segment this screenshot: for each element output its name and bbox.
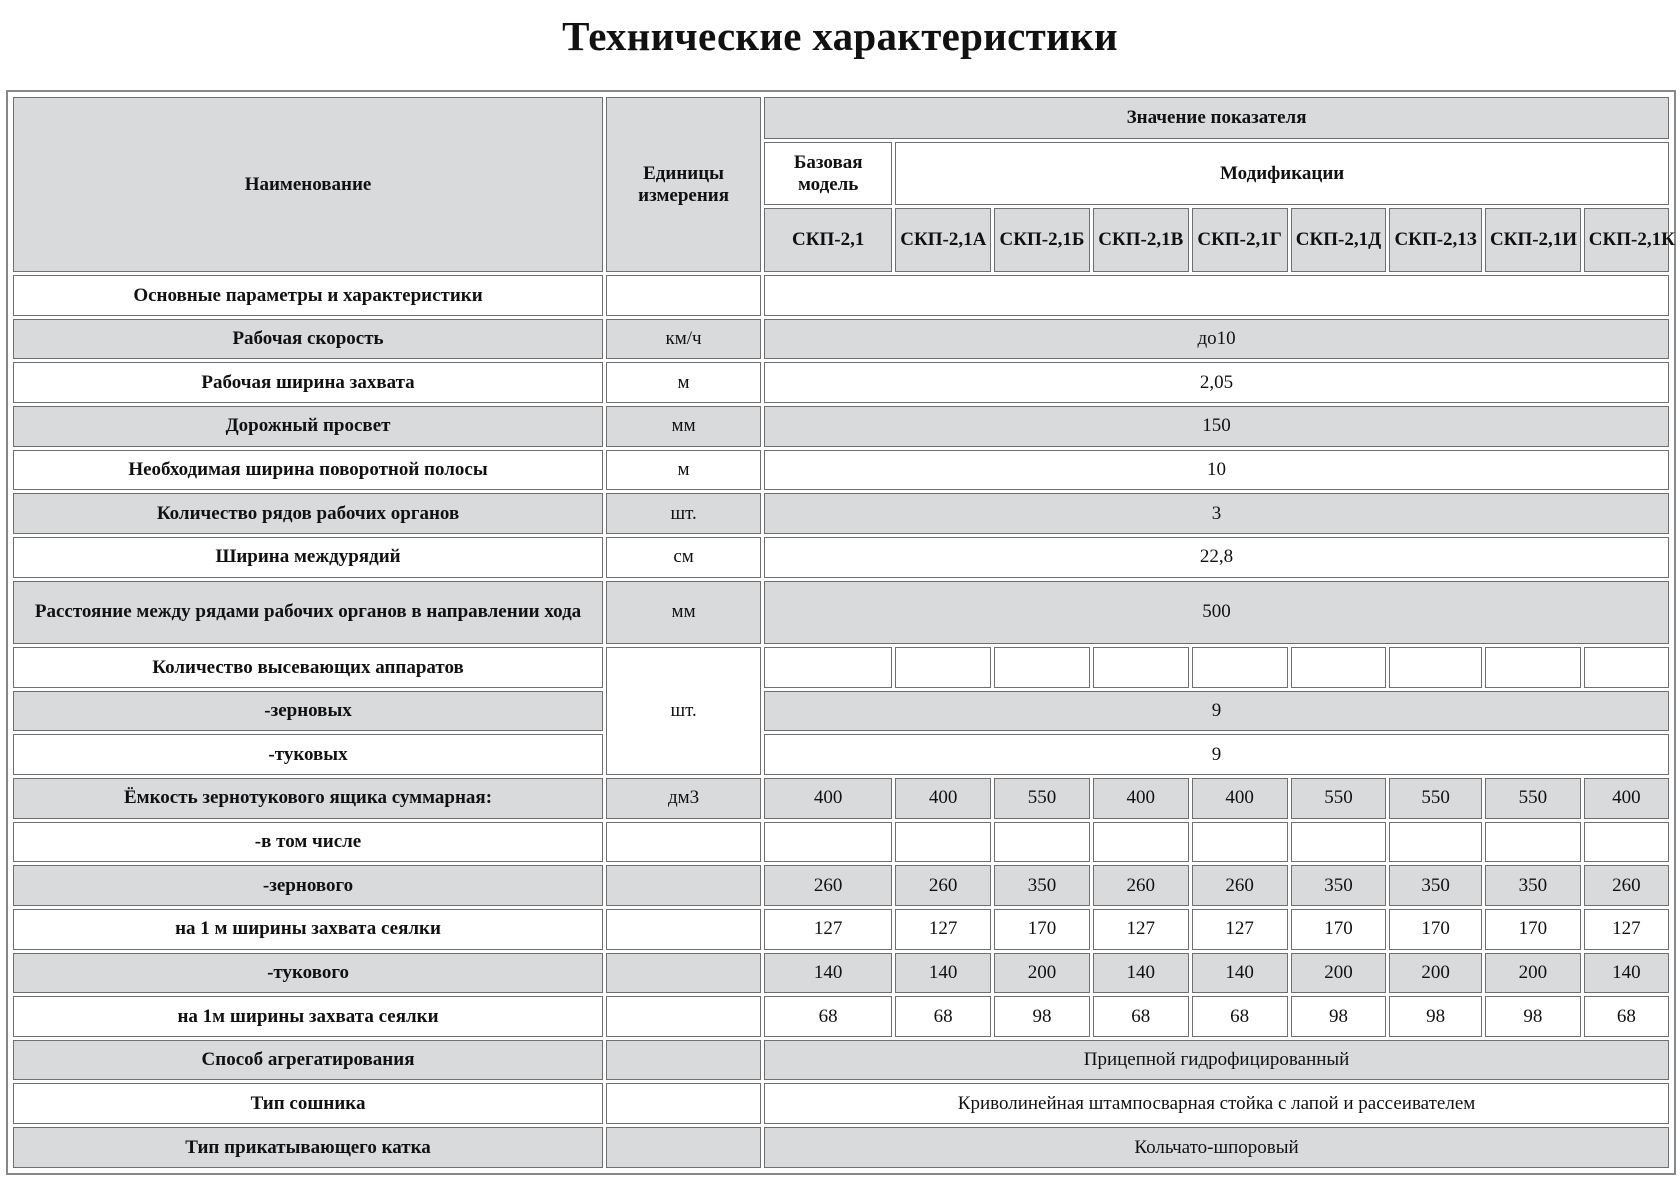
row-value: 140 <box>764 953 892 994</box>
table-row <box>13 406 1669 447</box>
table-row <box>13 537 1669 578</box>
row-value <box>1584 647 1669 688</box>
row-value: 170 <box>1291 909 1387 950</box>
row-value: 200 <box>994 953 1090 994</box>
row-value <box>895 647 991 688</box>
row-value: 550 <box>1389 778 1482 819</box>
table-row <box>13 996 1669 1037</box>
row-value: 170 <box>994 909 1090 950</box>
row-value: 400 <box>1192 778 1288 819</box>
header-units: Единицы измерения <box>606 97 761 272</box>
row-name: Количество рядов рабочих органов <box>13 493 603 534</box>
page-title: Технические характеристики <box>562 13 1118 59</box>
row-value-merged: Криволинейная штампосварная стойка с лапой и рассеивателем <box>764 1083 1669 1124</box>
row-value: 98 <box>1389 996 1482 1037</box>
row-value <box>1584 822 1669 863</box>
row-value-merged: Кольчато-шпоровый <box>764 1127 1669 1168</box>
row-value: 400 <box>1093 778 1189 819</box>
row-unit: шт. <box>606 493 761 534</box>
row-value: 170 <box>1485 909 1581 950</box>
row-value: 98 <box>994 996 1090 1037</box>
table-row <box>13 953 1669 994</box>
row-value: 98 <box>1485 996 1581 1037</box>
row-value: 550 <box>1291 778 1387 819</box>
row-value: 200 <box>1485 953 1581 994</box>
row-value: 350 <box>994 865 1090 906</box>
row-value: 200 <box>1291 953 1387 994</box>
row-value-merged: 10 <box>764 450 1669 491</box>
header-name: Наименование <box>13 97 603 272</box>
row-unit <box>606 909 761 950</box>
row-value <box>1093 647 1189 688</box>
row-name: на 1 м ширины захвата сеялки <box>13 909 603 950</box>
row-value: 127 <box>1192 909 1288 950</box>
header-base-model: Базовая модель <box>764 142 892 206</box>
row-name: -зерновых <box>13 691 603 732</box>
row-value: 127 <box>1584 909 1669 950</box>
row-value: 68 <box>1584 996 1669 1037</box>
row-unit: м <box>606 362 761 403</box>
header-model: СКП-2,1Д <box>1291 208 1387 272</box>
table-row <box>13 1127 1669 1168</box>
row-value <box>1389 822 1482 863</box>
row-name: Количество высевающих аппаратов <box>13 647 603 688</box>
row-unit: см <box>606 537 761 578</box>
row-unit <box>606 1127 761 1168</box>
row-value <box>1192 647 1288 688</box>
row-value <box>1093 822 1189 863</box>
row-value: 68 <box>1093 996 1189 1037</box>
row-value: 550 <box>994 778 1090 819</box>
row-name: Рабочая скорость <box>13 319 603 360</box>
row-unit <box>606 1083 761 1124</box>
row-name: Основные параметры и характеристики <box>13 275 603 316</box>
row-value: 350 <box>1485 865 1581 906</box>
row-value: 68 <box>895 996 991 1037</box>
row-value: 68 <box>764 996 892 1037</box>
row-name: Тип прикатывающего катка <box>13 1127 603 1168</box>
row-value-merged: 3 <box>764 493 1669 534</box>
row-unit <box>606 822 761 863</box>
header-model: СКП-2,1В <box>1093 208 1189 272</box>
row-unit <box>606 996 761 1037</box>
table-row <box>13 493 1669 534</box>
row-value <box>1192 822 1288 863</box>
row-value: 127 <box>895 909 991 950</box>
row-value-merged <box>764 275 1669 316</box>
row-name: -в том числе <box>13 822 603 863</box>
row-unit: дм3 <box>606 778 761 819</box>
table-row <box>13 319 1669 360</box>
row-value <box>1485 647 1581 688</box>
row-value: 400 <box>895 778 991 819</box>
header-value: Значение показателя <box>764 97 1669 139</box>
row-name: на 1м ширины захвата сеялки <box>13 996 603 1037</box>
row-unit: м <box>606 450 761 491</box>
row-name: Рабочая ширина захвата <box>13 362 603 403</box>
spec-table-frame <box>6 90 1676 1175</box>
row-value <box>1485 822 1581 863</box>
row-value: 140 <box>1584 953 1669 994</box>
row-value-merged: 9 <box>764 691 1669 732</box>
row-value: 98 <box>1291 996 1387 1037</box>
row-value <box>1291 822 1387 863</box>
row-value: 400 <box>1584 778 1669 819</box>
row-unit: мм <box>606 581 761 645</box>
table-row <box>13 822 1669 863</box>
header-model: СКП-2,1Г <box>1192 208 1288 272</box>
row-name: Способ агрегатирования <box>13 1040 603 1081</box>
row-value: 127 <box>1093 909 1189 950</box>
row-value: 260 <box>1192 865 1288 906</box>
table-row <box>13 865 1669 906</box>
table-row <box>13 778 1669 819</box>
row-name: -туковых <box>13 734 603 775</box>
row-value: 400 <box>764 778 892 819</box>
row-name: Ширина междурядий <box>13 537 603 578</box>
row-value <box>764 647 892 688</box>
row-value: 350 <box>1389 865 1482 906</box>
row-value-merged: 500 <box>764 581 1669 645</box>
table-row <box>13 734 1669 775</box>
header-model: СКП-2,1Б <box>994 208 1090 272</box>
row-unit: мм <box>606 406 761 447</box>
row-value: 260 <box>1093 865 1189 906</box>
header-modifications: Модификации <box>895 142 1669 206</box>
table-row <box>13 362 1669 403</box>
row-name: Тип сошника <box>13 1083 603 1124</box>
row-value: 350 <box>1291 865 1387 906</box>
row-name: Необходимая ширина поворотной полосы <box>13 450 603 491</box>
row-value: 260 <box>764 865 892 906</box>
row-value <box>1389 647 1482 688</box>
table-row <box>13 909 1669 950</box>
spec-table <box>10 94 1675 1171</box>
header-row <box>13 97 1669 139</box>
row-value-merged: 150 <box>764 406 1669 447</box>
table-row <box>13 647 1669 688</box>
row-value <box>764 822 892 863</box>
row-name: Расстояние между рядами рабочих органов в направлении хода <box>13 581 603 645</box>
row-unit <box>606 953 761 994</box>
row-value-merged: 22,8 <box>764 537 1669 578</box>
row-value: 550 <box>1485 778 1581 819</box>
row-unit <box>606 1040 761 1081</box>
table-row <box>13 275 1669 316</box>
header-model: СКП-2,1А <box>895 208 991 272</box>
row-value: 140 <box>1093 953 1189 994</box>
row-value-merged: 2,05 <box>764 362 1669 403</box>
row-unit <box>606 865 761 906</box>
row-name: -тукового <box>13 953 603 994</box>
table-row <box>13 1040 1669 1081</box>
table-row <box>13 450 1669 491</box>
header-model: СКП-2,1З <box>1389 208 1482 272</box>
table-row <box>13 1083 1669 1124</box>
row-value: 170 <box>1389 909 1482 950</box>
row-name: Ёмкость зернотукового ящика суммарная: <box>13 778 603 819</box>
table-row <box>13 691 1669 732</box>
row-value <box>994 647 1090 688</box>
row-value: 68 <box>1192 996 1288 1037</box>
row-value: 260 <box>1584 865 1669 906</box>
row-unit: шт. <box>606 647 761 775</box>
row-value: 127 <box>764 909 892 950</box>
row-value <box>1291 647 1387 688</box>
row-value <box>895 822 991 863</box>
row-value: 200 <box>1389 953 1482 994</box>
header-model: СКП-2,1К <box>1584 208 1669 272</box>
table-row <box>13 581 1669 645</box>
row-value <box>994 822 1090 863</box>
row-value-merged: 9 <box>764 734 1669 775</box>
row-value: 140 <box>895 953 991 994</box>
row-value: 140 <box>1192 953 1288 994</box>
row-unit: км/ч <box>606 319 761 360</box>
header-model: СКП-2,1 <box>764 208 892 272</box>
row-name: -зернового <box>13 865 603 906</box>
row-name: Дорожный просвет <box>13 406 603 447</box>
header-model: СКП-2,1И <box>1485 208 1581 272</box>
row-value-merged: Прицепной гидрофицированный <box>764 1040 1669 1081</box>
row-unit <box>606 275 761 316</box>
row-value-merged: до10 <box>764 319 1669 360</box>
row-value: 260 <box>895 865 991 906</box>
